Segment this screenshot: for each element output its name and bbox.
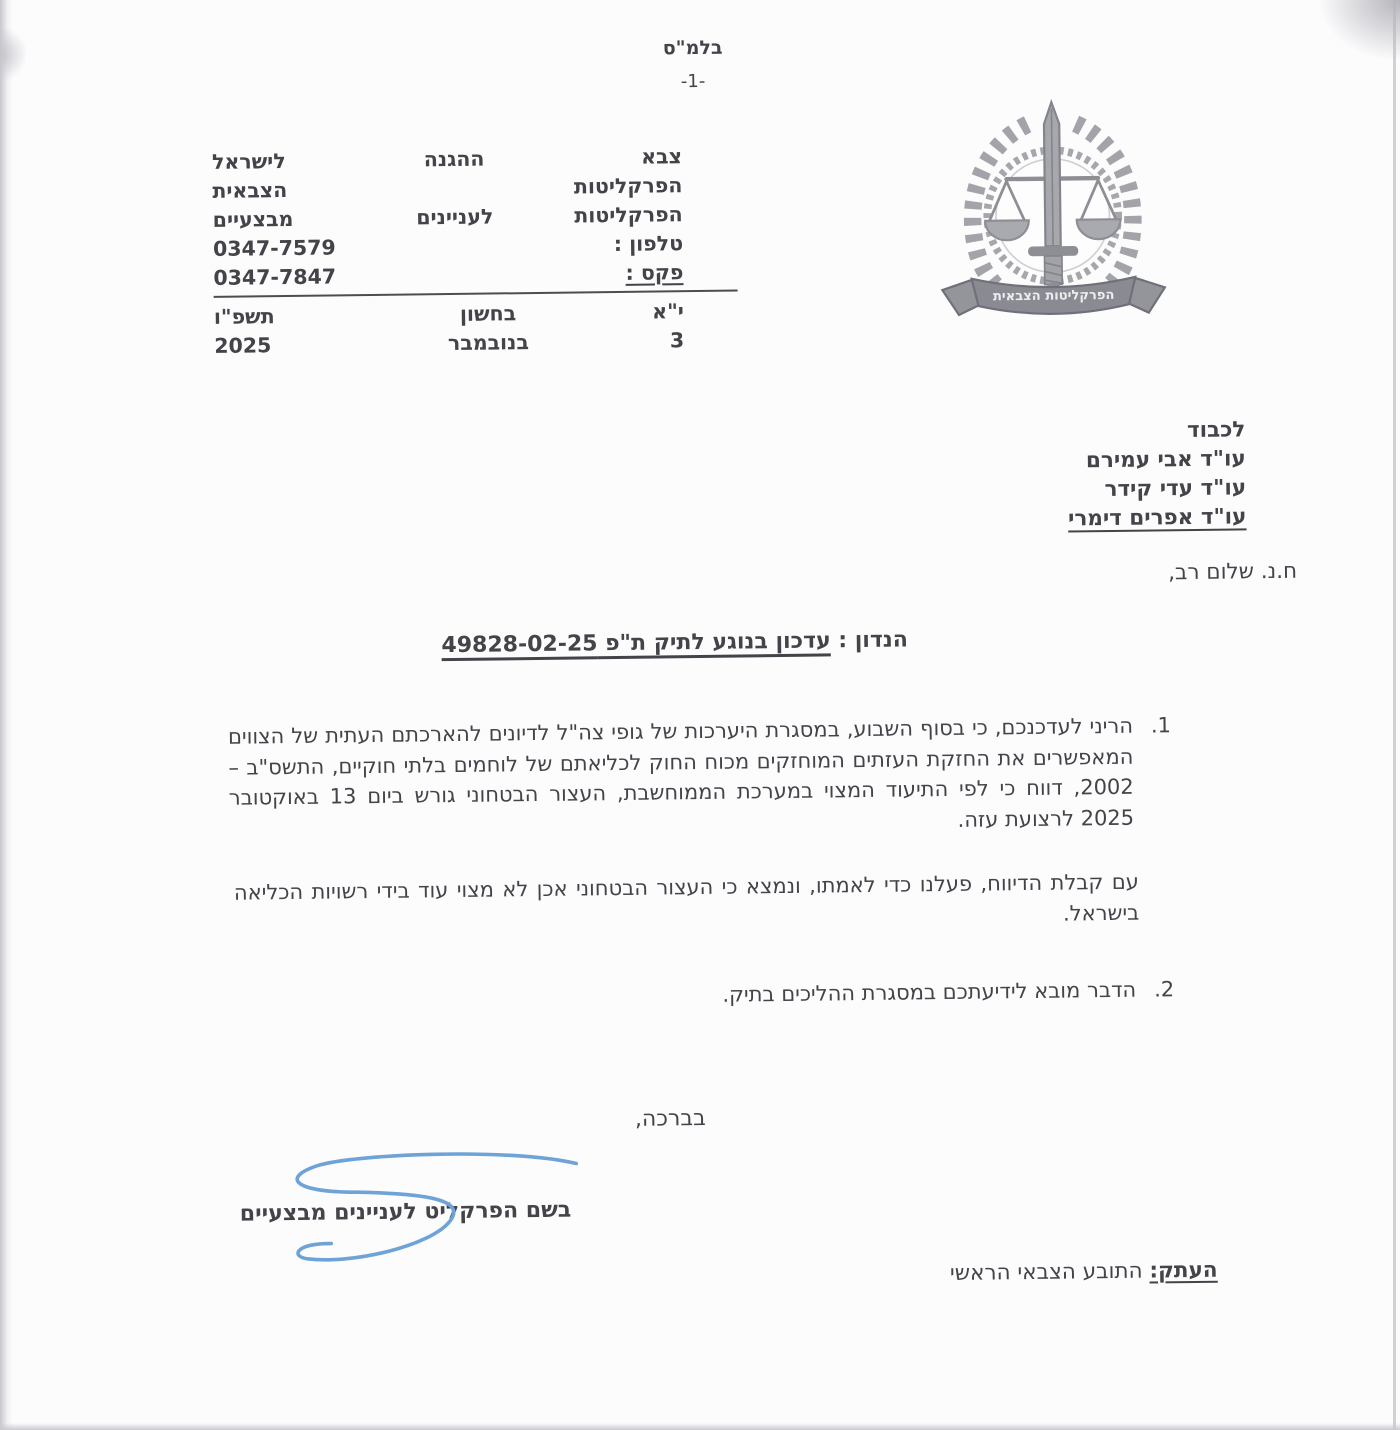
- page-corner-shadow-top-left: [0, 28, 26, 80]
- letterhead-cell: ההגנה: [423, 146, 485, 172]
- body-note-text: עם קבלת הדיווח, פעלנו כדי לאמתו, ונמצא כי העצור הבטחוני אכן לא מצוי עוד בידי רשויות הכליאה בישראל.: [233, 869, 1140, 926]
- date-year: 2025: [214, 333, 272, 358]
- hebrew-date-day: י"א: [652, 299, 685, 324]
- letterhead-org-grid: [212, 142, 684, 293]
- signer-title: בשם הפרקליט לעניינים מבצעיים: [239, 1197, 572, 1227]
- regards-text: בברכה,: [634, 1105, 706, 1132]
- recipient-name: עו"ד אבי עמירם: [1085, 446, 1246, 474]
- letterhead-cell: הצבאית: [212, 178, 288, 203]
- date-day: 3: [669, 328, 685, 353]
- letterhead-cell: [410, 231, 500, 261]
- letterhead-cell: [410, 260, 500, 290]
- page-edge-shadow-bottom: [0, 1423, 1400, 1430]
- copy-text: התובע הצבאי הראשי: [949, 1258, 1150, 1286]
- body-item-2: [231, 974, 1174, 1016]
- recipient-name: עו"ד אפרים דימרי: [1067, 504, 1247, 532]
- body-item-2-text: הדבר מובא לידיעתכם במסגרת ההליכים בתיק.: [722, 977, 1137, 1007]
- emblem-banner-text: הפרקליטות הצבאית: [992, 287, 1115, 305]
- classification-block: [631, 35, 756, 95]
- subject-label: הנדון :: [838, 627, 909, 654]
- letterhead-cell: הפרקליטות: [574, 202, 683, 228]
- signature-stroke: [297, 1152, 578, 1260]
- body-item-1-text: הריני לעדכנכם, כי בסוף השבוע, במסגרת היערכות של גופי צה"ל לדיונים להארכתם העתית של הצווים המאפשרים את החזקת העזתים המוחזקים מכוח החוק לכליאתם של לוחמים בלתי חוקיים, התשס"ב – 2002, דווח כי לפי התיעוד המצוי במערכת הממוחשבת, העצור הבטחוני גורש ביום 13 באוקטובר 2025 לרצועת עזה.: [227, 713, 1135, 832]
- page-corner-shadow-top-right: [1320, 0, 1400, 60]
- hebrew-date-year: תשפ"ו: [213, 304, 275, 329]
- page-edge-shadow-left: [0, 0, 13, 1430]
- body-item-1-number: 1.: [1150, 713, 1172, 738]
- subject-text: עדכון בנוגע לתיק ת"פ 49828-02-25: [441, 628, 831, 659]
- letterhead-cell: מבצעיים: [212, 206, 294, 232]
- letterhead-cell: לישראל: [211, 149, 286, 174]
- letterhead-cell: צבא: [641, 144, 683, 169]
- copy-label: העתק:: [1149, 1257, 1218, 1284]
- recipients-block: [1067, 415, 1247, 533]
- recipient-name: עו"ד עדי קידר: [1104, 475, 1247, 503]
- letterhead-date-grid: [214, 297, 685, 361]
- copy-line: [950, 1258, 1218, 1286]
- page-number: -1-: [680, 70, 706, 93]
- phone-number: 0347-7579: [212, 235, 336, 261]
- military-prosecution-emblem-icon: [919, 94, 1186, 337]
- letterhead: [212, 142, 685, 361]
- fax-number: 0347-7847: [213, 264, 337, 290]
- letterhead-cell: הפרקליטות: [573, 173, 683, 199]
- body-item-1: [228, 710, 1172, 844]
- greeting-text: ח.נ. שלום רב,: [1167, 558, 1298, 586]
- body-item-2-number: 2.: [1153, 977, 1175, 1002]
- page-edge-shadow-right: [1393, 0, 1396, 1430]
- letterhead-cell: [409, 173, 499, 203]
- subject-line: [441, 627, 908, 658]
- salutation: לכבוד: [1186, 417, 1246, 444]
- fax-label: פקס :: [625, 260, 684, 285]
- phone-label: טלפון :: [613, 231, 684, 257]
- letterhead-cell: לעניינים: [416, 204, 494, 230]
- classification-label: בלמ"ס: [662, 36, 723, 60]
- handwritten-signature: [254, 1141, 601, 1277]
- date-month: בנובמבר: [447, 330, 530, 356]
- hebrew-date-month: בחשון: [459, 301, 517, 326]
